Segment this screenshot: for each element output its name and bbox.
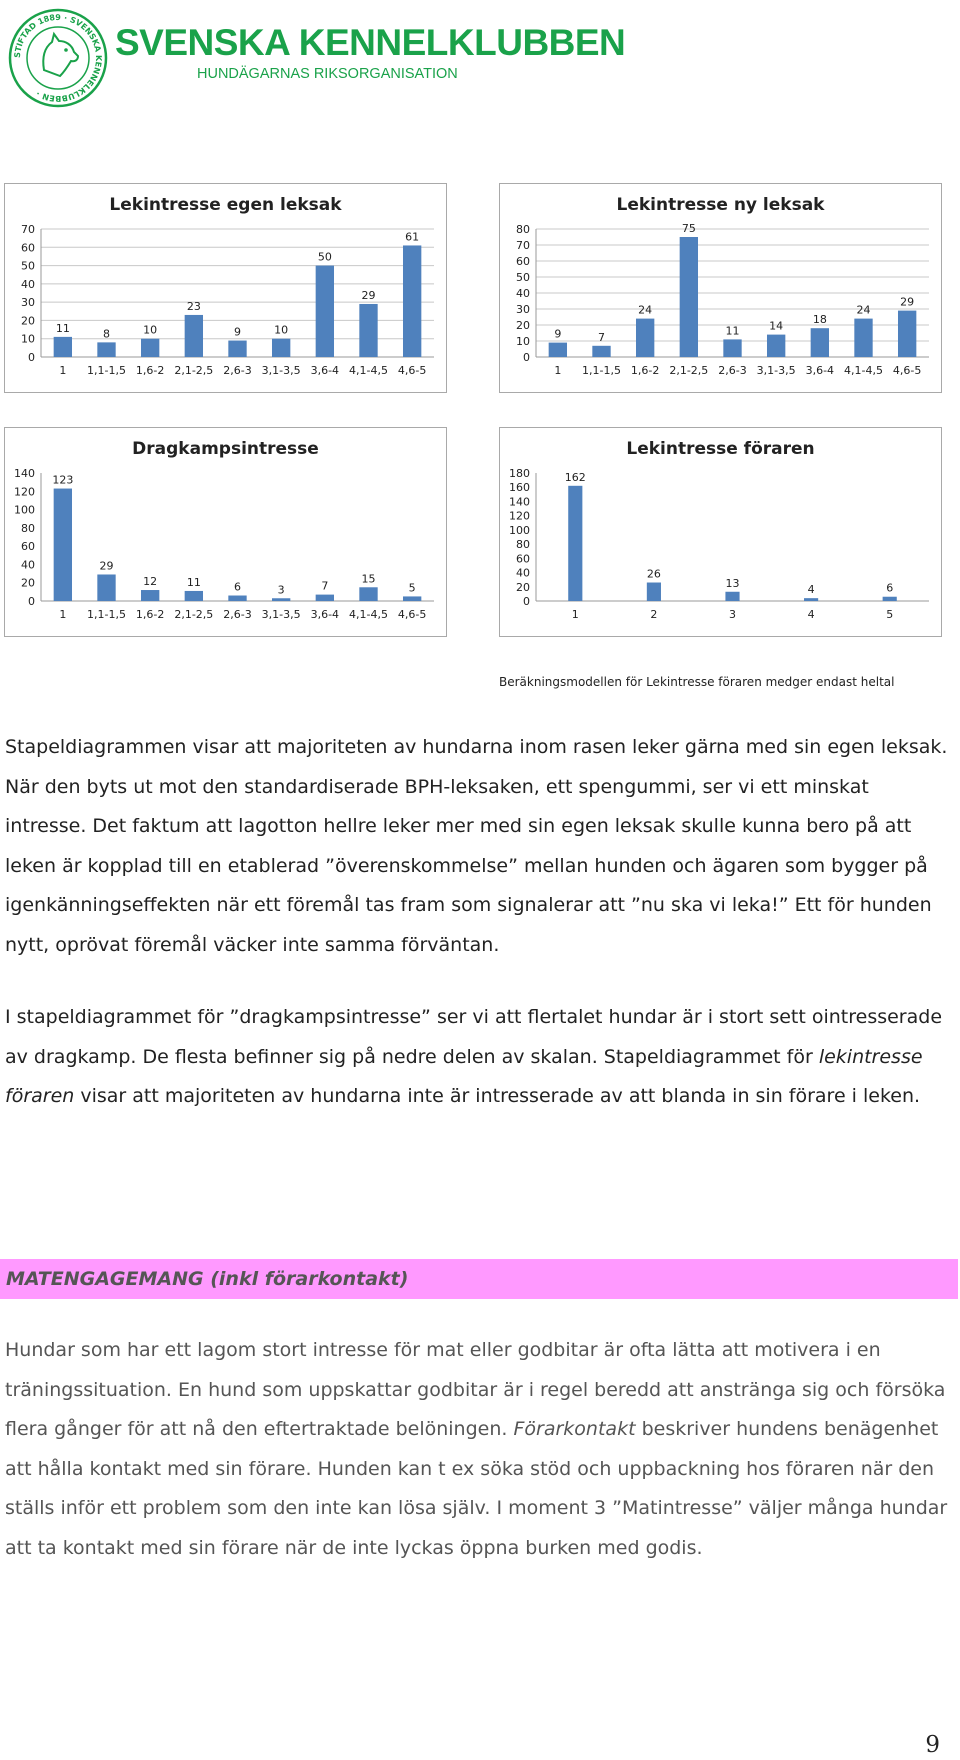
y-tick-label: 10 (21, 332, 35, 346)
bar (54, 337, 72, 357)
data-label: 14 (769, 319, 784, 333)
bar (854, 319, 872, 357)
data-label: 7 (321, 579, 329, 593)
y-tick-label: 0 (28, 595, 35, 608)
data-label: 9 (554, 327, 562, 341)
data-label: 9 (234, 325, 241, 339)
chart-svg (500, 184, 941, 392)
data-label: 10 (143, 323, 158, 337)
y-tick-label: 100 (14, 503, 35, 517)
bar (680, 237, 698, 357)
chart-title: Lekintresse föraren (626, 439, 815, 459)
y-tick-label: 70 (516, 239, 530, 252)
y-tick-label: 140 (14, 467, 35, 480)
y-tick-label: 80 (21, 521, 35, 535)
x-tick-label: 3,6-4 (805, 364, 835, 377)
y-tick-label: 20 (21, 576, 35, 590)
body-paragraph-3 (5, 1331, 955, 1568)
x-tick-label: 1 (571, 608, 579, 621)
bar (568, 486, 582, 601)
chart-dragkampsintresse (4, 427, 447, 637)
y-tick-label: 0 (28, 351, 35, 364)
x-tick-label: 1 (59, 364, 67, 377)
data-label: 29 (900, 295, 915, 309)
bar (228, 596, 246, 601)
y-tick-label: 30 (516, 303, 530, 316)
data-label: 7 (598, 330, 605, 344)
y-tick-label: 0 (523, 351, 530, 364)
chart-title: Lekintresse egen leksak (109, 195, 342, 215)
x-tick-label: 5 (886, 608, 894, 621)
y-tick-label: 10 (516, 335, 530, 348)
data-label: 24 (856, 303, 871, 317)
x-tick-label: 4,1-4,5 (844, 364, 883, 377)
data-label: 29 (99, 559, 114, 573)
paragraph-2-text-a: I stapeldiagrammet för ”dragkampsintresse” ser vi att flertalet hundar är i stort sett ointresserade av dragkamp. De flesta befinner sig på nedre delen av skalan. Stapeldiagrammet för (5, 1006, 943, 1068)
data-label: 26 (646, 567, 661, 581)
y-tick-label: 180 (509, 467, 530, 480)
chart-svg (5, 428, 446, 636)
y-tick-label: 80 (516, 538, 530, 552)
bar (898, 311, 916, 357)
chart-lekintresse-ny-leksak (499, 183, 942, 393)
x-tick-label: 4,6-5 (397, 364, 427, 377)
y-tick-label: 60 (516, 255, 530, 268)
y-tick-label: 140 (509, 495, 530, 509)
organization-name: SVENSKA KENNELKLUBBEN (115, 22, 626, 63)
data-label: 11 (55, 321, 70, 335)
x-tick-label: 2,1-2,5 (174, 608, 214, 621)
bar (272, 598, 290, 601)
data-label: 4 (807, 583, 815, 597)
section-heading-highlight (0, 1259, 958, 1299)
y-tick-label: 60 (21, 241, 35, 255)
x-tick-label: 2,6-3 (718, 364, 747, 377)
bar (54, 489, 72, 601)
x-tick-label: 2,1-2,5 (174, 364, 214, 377)
data-label: 6 (886, 581, 894, 595)
data-label: 8 (103, 327, 110, 341)
x-tick-label: 1 (59, 608, 67, 621)
paragraph-3-text-a: Hundar som har ett lagom stort intresse för mat eller godbitar är ofta lätta att motivera i en träningssituation. En hund som uppskattar godbitar är i regel beredd att anstränga sig och försöka flera gånger för att nå den eftertraktade belöningen. (5, 1339, 946, 1440)
data-label: 23 (186, 299, 201, 313)
bar (185, 315, 203, 357)
bar (636, 319, 654, 357)
x-tick-label: 4,1-4,5 (349, 608, 388, 621)
bar (228, 341, 246, 357)
y-tick-label: 20 (516, 319, 530, 332)
chart-lekintresse-egen-leksak (4, 183, 447, 393)
chart-svg (5, 184, 446, 392)
x-tick-label: 1,6-2 (135, 608, 165, 621)
y-tick-label: 60 (21, 540, 35, 554)
data-label: 13 (725, 576, 740, 590)
organization-subtitle: HUNDÄGARNAS RIKSORGANISATION (197, 66, 458, 82)
body-paragraph-1: Stapeldiagrammen visar att majoriteten av hundarna inom rasen leker gärna med sin egen leksak. När den byts ut mot den standardiserade BPH-leksaken, ett spengummi, ser vi ett minskat intresse. Det faktum att lagotton hellre leker mer med sin egen leksak skulle kunna bero på att leken är kopplad till en etablerad ”överenskommelse” mellan hunden och ägaren som bygger på igenkänningseffekten när ett föremål tas fram som signalerar att ”nu ska vi leka!” Ett för hunden nytt, oprövat föremål väcker inte samma förväntan. (5, 736, 948, 956)
bar (272, 339, 290, 357)
bar (725, 592, 739, 601)
chart-footnote: Beräkningsmodellen för Lekintresse föraren medger endast heltal (499, 675, 895, 689)
data-label: 11 (725, 324, 740, 338)
data-label: 29 (361, 288, 376, 302)
y-tick-label: 0 (523, 595, 530, 608)
y-tick-label: 80 (516, 223, 530, 236)
chart-title: Dragkampsintresse (132, 439, 319, 459)
x-tick-label: 4,6-5 (892, 364, 922, 377)
paragraph-3-text-b: beskriver hundens benägenhet att hålla kontakt med sin förare. Hunden kan t ex söka stöd och uppbackning hos föraren när den ställs inför ett problem som den inte kan lösa själv. I moment 3 ”Matintresse” väljer många hundar att ta kontakt med sin förare när de inte lyckas öppna burken med godis. (5, 1418, 948, 1559)
y-tick-label: 120 (14, 485, 35, 499)
data-label: 162 (564, 470, 586, 484)
data-label: 10 (274, 323, 289, 337)
paragraph-3-emphasis: Förarkontakt (513, 1418, 636, 1440)
bar (97, 574, 115, 601)
x-tick-label: 1 (554, 364, 562, 377)
bar (97, 342, 115, 357)
bar (359, 304, 377, 357)
data-label: 6 (234, 580, 241, 594)
bar (723, 339, 741, 357)
x-tick-label: 2,6-3 (223, 608, 252, 621)
data-label: 3 (277, 583, 285, 597)
data-label: 123 (52, 473, 74, 487)
chart-svg (500, 428, 941, 636)
x-tick-label: 2,6-3 (223, 364, 252, 377)
bar (811, 328, 829, 357)
y-tick-label: 50 (21, 259, 35, 273)
data-label: 61 (405, 230, 420, 244)
paragraph-2-text-b: visar att majoriteten av hundarna inte är intresserade av att blanda in sin förare i leken. (74, 1085, 921, 1107)
x-tick-label: 1,6-2 (630, 364, 660, 377)
y-tick-label: 20 (516, 580, 530, 594)
x-tick-label: 3 (729, 608, 736, 621)
bar (141, 590, 159, 601)
x-tick-label: 2 (650, 608, 658, 621)
y-tick-label: 40 (516, 566, 530, 580)
kennel-club-seal-icon (8, 8, 108, 108)
bar (549, 343, 567, 357)
x-tick-label: 4,1-4,5 (349, 364, 388, 377)
y-tick-label: 100 (509, 523, 530, 537)
y-tick-label: 40 (516, 287, 530, 300)
y-tick-label: 70 (21, 223, 35, 236)
bar (185, 591, 203, 601)
y-tick-label: 50 (516, 271, 530, 284)
section-heading: MATENGAGEMANG (inkl förarkontakt) (6, 1268, 409, 1290)
chart-lekintresse-foraren (499, 427, 942, 637)
y-tick-label: 120 (509, 509, 530, 523)
paragraph-2-emphasis: lekintresse föraren (5, 1045, 923, 1107)
bar (767, 335, 785, 357)
x-tick-label: 1,1-1,5 (582, 364, 621, 377)
x-tick-label: 3,1-3,5 (756, 364, 796, 377)
bar (403, 245, 421, 357)
bar (883, 597, 897, 601)
y-tick-label: 40 (21, 277, 35, 291)
x-tick-label: 3,1-3,5 (261, 364, 301, 377)
x-tick-label: 1,1-1,5 (87, 364, 126, 377)
data-label: 15 (361, 572, 376, 586)
data-label: 5 (408, 581, 416, 595)
bar (316, 266, 334, 357)
bar (647, 583, 661, 601)
bar (359, 587, 377, 601)
y-tick-label: 160 (509, 481, 530, 495)
svg-text:STIFTAD 1889 · SVENSKA KENNELK: STIFTAD 1889 · SVENSKA KENNELKLUBBEN · (12, 12, 104, 104)
chart-title: Lekintresse ny leksak (616, 195, 825, 215)
bar (403, 596, 421, 601)
bar (592, 346, 610, 357)
page-number: 9 (925, 1732, 940, 1758)
body-paragraph-2 (5, 998, 955, 1117)
y-tick-label: 60 (516, 552, 530, 566)
y-tick-label: 30 (21, 296, 35, 310)
data-label: 24 (638, 303, 653, 317)
x-tick-label: 2,1-2,5 (669, 364, 709, 377)
y-tick-label: 20 (21, 314, 35, 328)
data-label: 11 (186, 575, 201, 589)
x-tick-label: 1,6-2 (135, 364, 165, 377)
data-label: 18 (812, 313, 827, 327)
x-tick-label: 3,1-3,5 (261, 608, 301, 621)
bar (141, 339, 159, 357)
data-label: 50 (317, 250, 332, 264)
x-tick-label: 3,6-4 (310, 608, 340, 621)
x-tick-label: 1,1-1,5 (87, 608, 126, 621)
bar (316, 595, 334, 601)
data-label: 75 (681, 222, 696, 235)
x-tick-label: 3,6-4 (310, 364, 340, 377)
bar (804, 598, 818, 601)
data-label: 12 (143, 575, 158, 589)
x-tick-label: 4 (807, 608, 815, 621)
y-tick-label: 40 (21, 558, 35, 572)
x-tick-label: 4,6-5 (397, 608, 427, 621)
